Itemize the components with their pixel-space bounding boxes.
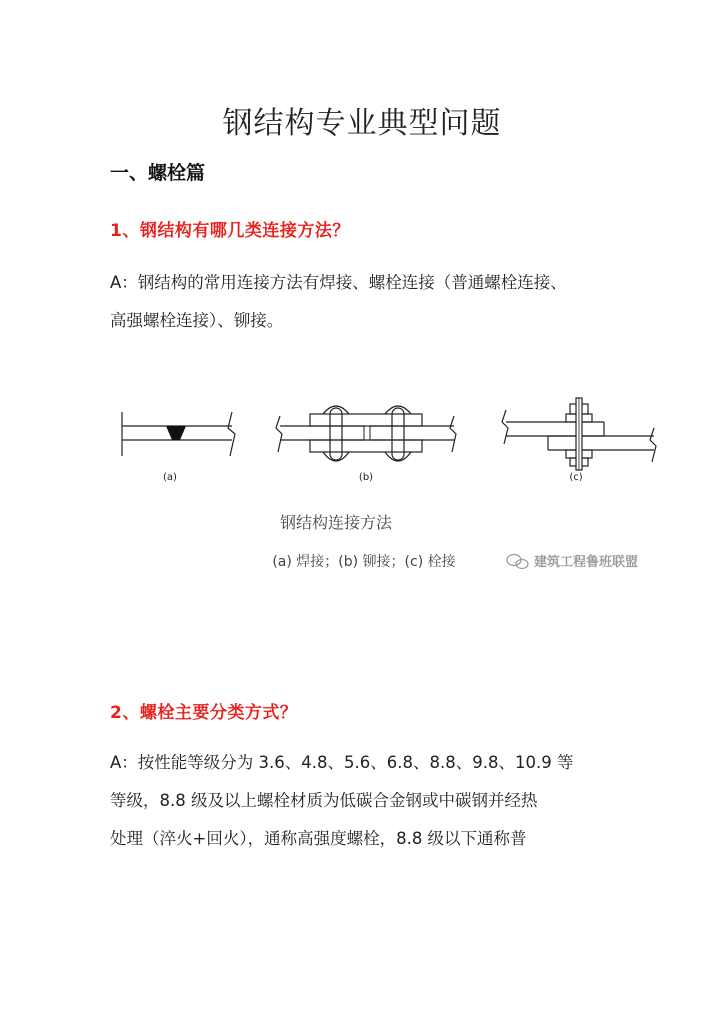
page-title: 钢结构专业典型问题 [222, 106, 502, 141]
section-heading: 一、螺栓篇 [110, 162, 206, 184]
figure-caption-detail: (a) 焊接；(b) 铆接；(c) 栓接 [272, 554, 456, 570]
answer-2-line-3: 处理（淬火+回火），通称高强度螺栓，8.8 级以下通称普 [110, 829, 527, 848]
answer-2 [110, 744, 620, 858]
answer-2-line-1: A：按性能等级分为 3.6、4.8、5.6、6.8、8.8、9.8、10.9 等 [110, 753, 574, 772]
answer-1-line-1: A：钢结构的常用连接方法有焊接、螺栓连接（普通螺栓连接、 [110, 273, 567, 292]
weld-diagram [122, 412, 235, 483]
figure-caption-title: 钢结构连接方法 [279, 513, 393, 532]
question-1-heading: 1、钢结构有哪几类连接方法？ [110, 221, 350, 241]
wechat-icon [507, 555, 528, 569]
question-2-heading: 2、螺栓主要分类方式？ [110, 703, 298, 723]
figure-label-a: (a) [163, 472, 177, 483]
bolt-diagram [502, 398, 656, 483]
figure-label-c: (c) [569, 472, 583, 483]
watermark [507, 554, 638, 570]
connection-methods-figure [110, 392, 666, 588]
rivet-diagram [276, 406, 456, 483]
answer-2-line-2: 等级，8.8 级及以上螺栓材质为低碳合金钢或中碳钢并经热 [110, 791, 538, 810]
answer-1-line-2: 高强螺栓连接）、铆接。 [110, 311, 284, 330]
answer-1 [110, 264, 620, 340]
figure-label-b: (b) [358, 472, 374, 483]
watermark-text: 建筑工程鲁班联盟 [534, 555, 639, 570]
